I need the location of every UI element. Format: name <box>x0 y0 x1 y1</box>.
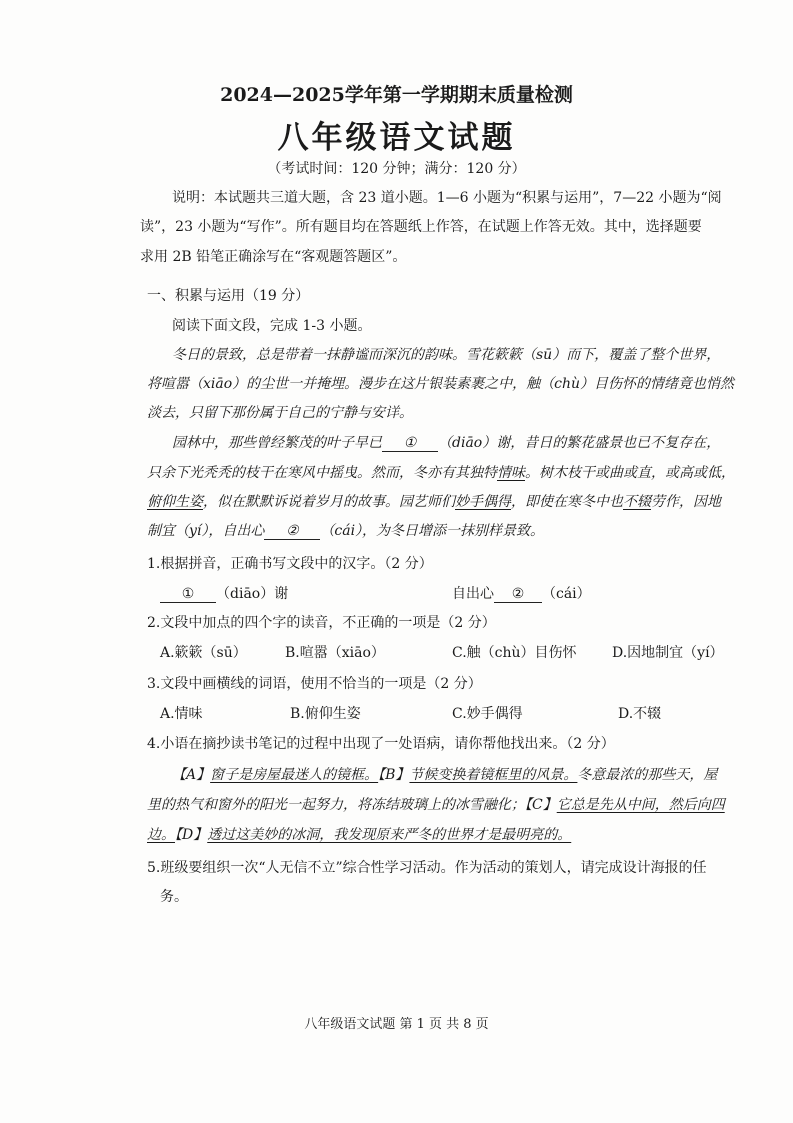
sentence-a: 窗子是房屋最迷人的镜框。 <box>210 767 379 783</box>
exam-info: （考试时间：120 分钟；满分：120 分） <box>267 161 526 177</box>
reading-intro: 阅读下面文段，完成 1-3 小题。 <box>172 318 372 334</box>
subject-title: 八年级语文试题 <box>277 120 516 156</box>
label-b: 【B】 <box>378 767 410 783</box>
text: 园林中，那些曾经繁茂的叶子早已 <box>172 435 382 451</box>
label-c: 【C】 <box>525 797 557 813</box>
text: ，似在默默诉说着岁月的故事。园艺师们 <box>203 494 455 510</box>
passage-p2-line-4 <box>147 520 544 540</box>
exam-title: 2024—2025学年第一学期期末质量检测 <box>220 84 573 106</box>
passage-p2-line-2 <box>147 462 735 482</box>
underlined-word-buchuo: 不辍 <box>623 494 651 510</box>
q1-answer-a <box>160 583 288 603</box>
passage-p2-line-3 <box>147 491 721 511</box>
sentence-d: 透过这美妙的冰洞，我发现原来严冬的世界才是最明亮的。 <box>207 827 572 843</box>
label-d: 【D】 <box>175 827 208 843</box>
instructions-line-2: 读”，23 小题为“写作”。所有题目均在答题纸上作答，在试题上作答无效。其中，选择题要 <box>140 219 702 235</box>
q2-option-b: B.喧嚣（xiāo） <box>285 645 385 661</box>
instructions-line-1: 说明：本试题共三道大题，含 23 道小题。1—6 小题为“积累与运用”，7—22 小题为“阅 <box>172 190 722 206</box>
q1-blank-1[interactable]: ① <box>160 586 216 603</box>
passage-p1-line-3: 淡去，只留下那份属于自己的宁静与安详。 <box>147 405 413 421</box>
q5-line-1: 5.班级要组织一次“人无信不立”综合性学习活动。作为活动的策划人，请完成设计海报的任 <box>147 860 707 876</box>
q3-option-b: B.俯仰生姿 <box>290 706 361 722</box>
text: （diāo）谢 <box>216 586 289 602</box>
text: 只余下光秃秃的枝干在寒风中摇曳。然而，冬亦有其独特 <box>147 465 497 481</box>
q2-option-c: C.触（chù）目伤怀 <box>452 645 577 661</box>
q2-stem: 2.文段中加点的四个字的读音，不正确的一项是（2 分） <box>147 615 496 631</box>
text: 里的热气和窗外的阳光一起努力，将冻结玻璃上的冰雪融化； <box>147 797 525 813</box>
section-heading: 一、积累与运用（19 分） <box>147 288 310 304</box>
q4-stem: 4.小语在摘抄读书笔记的过程中出现了一处语病，请你帮他找出来。（2 分） <box>147 736 615 752</box>
q5-line-2: 务。 <box>160 889 188 905</box>
q3-option-d: D.不辍 <box>618 706 662 722</box>
text: （diāo）谢，昔日的繁花盛景也已不复存在， <box>438 435 721 451</box>
q2-option-a: A.簌簌（sū） <box>160 645 247 661</box>
sentence-b: 节候变换着镜框里的风景。 <box>409 767 578 783</box>
text: 劳作，因地 <box>651 494 721 510</box>
sentence-c-end: 边。 <box>147 827 175 843</box>
blank-2: ② <box>264 523 320 540</box>
q3-option-c: C.妙手偶得 <box>452 706 523 722</box>
sentence-c: 它总是先从中间，然后向四 <box>556 797 725 813</box>
instructions-line-3: 求用 2B 铅笔正确涂写在“客观题答题区”。 <box>140 249 407 265</box>
q1-blank-2[interactable]: ② <box>494 586 542 603</box>
text: 冬意最浓的那些天，屋 <box>577 767 718 783</box>
q1-answer-b <box>452 583 591 603</box>
q4-line-1 <box>172 764 717 784</box>
text: 自出心 <box>452 586 494 602</box>
label-a: 【A】 <box>172 767 211 783</box>
page-footer: 八年级语文试题 第 1 页 共 8 页 <box>304 1017 489 1032</box>
text: （cái），为冬日增添一抹别样景致。 <box>320 523 545 539</box>
underlined-word-miaoshou: 妙手偶得 <box>455 494 511 510</box>
passage-p1-line-2: 将喧嚣（xiāo）的尘世一并掩埋。漫步在这片银装素裹之中，触（chù）目伤怀的情绪竟也悄然 <box>147 376 735 392</box>
underlined-word-qingwei: 情味 <box>497 465 525 481</box>
text: 制宜（yí），自出心 <box>147 523 265 539</box>
q3-stem: 3.文段中画横线的词语，使用不恰当的一项是（2 分） <box>147 676 482 692</box>
q4-line-2 <box>147 794 725 814</box>
underlined-word-fuyang: 俯仰生姿 <box>147 494 203 510</box>
text: 。树木枝干或曲或直，或高或低， <box>525 465 735 481</box>
q2-option-d: D.因地制宜（yí） <box>612 645 724 661</box>
q4-line-3 <box>147 824 571 844</box>
passage-p2-line-1 <box>172 432 720 452</box>
blank-1: ① <box>382 435 438 452</box>
text: ，即使在寒冬中也 <box>511 494 623 510</box>
passage-p1-line-1: 冬日的景致，总是带着一抹静谧而深沉的韵味。雪花簌簌（sū）而下，覆盖了整个世界， <box>172 347 721 363</box>
text: （cái） <box>542 586 591 602</box>
q1-stem: 1.根据拼音，正确书写文段中的汉字。（2 分） <box>147 556 433 572</box>
q3-option-a: A.情味 <box>160 706 203 722</box>
